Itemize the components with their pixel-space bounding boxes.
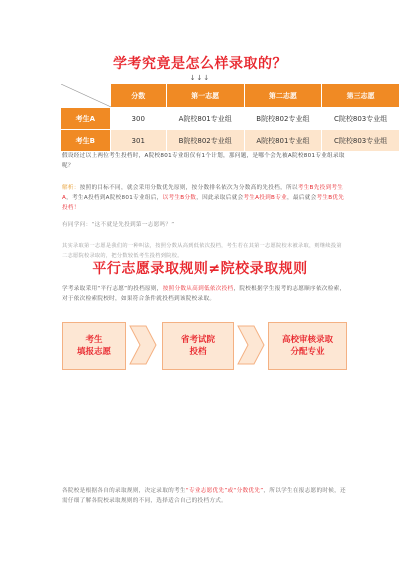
analysis-paragraph	[62, 183, 347, 213]
choice-cell: B院校802专业组	[244, 108, 322, 130]
choice-cell: A院校801专业组	[244, 130, 322, 152]
chevron-right-icon	[128, 322, 158, 368]
highlight-span: 考生B先投到考生A	[62, 185, 344, 201]
score-cell: 301	[110, 130, 166, 152]
score-cell: 300	[110, 108, 166, 130]
text-span: ，考生A投档到A院校801专业组后，	[66, 195, 163, 201]
header-choice-3: 第三志愿	[322, 84, 400, 108]
flow-step-apply: 考生 填报志愿	[62, 322, 126, 370]
closing-paragraph	[62, 486, 347, 506]
flow-step-admit: 高校审核录取 分配专业	[268, 322, 347, 370]
table-row	[61, 108, 400, 130]
flow-step-dispatch: 省考试院 投档	[162, 322, 234, 370]
analysis-lead: 解析：	[62, 185, 80, 191]
row-label: 考生A	[61, 108, 111, 130]
highlight-span: 考生A投到B专业	[243, 195, 287, 201]
rule-paragraph	[62, 284, 347, 304]
text-span: 各院校是根据各自的录取规则，决定录取的考生	[62, 488, 186, 494]
chevron-right-icon	[236, 322, 266, 368]
table-row	[61, 130, 400, 152]
admission-table	[60, 83, 400, 152]
choice-cell: B院校802专业组	[166, 130, 244, 152]
text-span: ，因此录取后就会	[196, 195, 244, 201]
text-span: 按照的目标不同，就会采用分数优先原则，按分数排名依次为分数高的先投档，所以	[79, 185, 298, 191]
section-title: 平行志愿录取规则≠院校录取规则	[92, 261, 308, 277]
corner-diagonal-icon	[61, 84, 111, 107]
row-label: 考生B	[61, 130, 111, 152]
text-span: ，院校根据学生报考的志愿顺序依次检索，对于依次检索院校时，如果符合条件就投档到该院校录取。	[62, 286, 346, 302]
page-title: 学考究竟是怎么样录取的？	[113, 56, 287, 72]
highlight-span: 考生B优先投档！	[62, 195, 345, 211]
choice-cell: C院校803专业组	[322, 130, 400, 152]
highlight-span: 按照分数从高到低依次投档	[162, 286, 234, 292]
explanation-paragraph: 其实录取第一志愿是我们的一种叫法，按照分数从高到低依次投档，考生若在其第一志愿院校未被录取，则继续投第二志愿院校录取的，把分数较低考生投档到院校。	[62, 243, 342, 259]
scenario-paragraph: 假设经过以上两位考生投档时，A院校801专业组仅有1个计划，那问题，是哪个会先被A院校801专业组录取呢？	[62, 153, 345, 169]
question-paragraph: 有同学问：“这不就是先投到第一志愿吗？”	[62, 222, 175, 228]
text-span: 学考录取采用“平行志愿”的投档原则，	[62, 286, 163, 292]
highlight-span: “专业志愿优先”或“分数优先”	[185, 488, 264, 494]
header-score: 分数	[110, 84, 166, 108]
table-corner-cell	[61, 84, 111, 108]
table-header-row	[61, 84, 400, 108]
header-choice-1: 第一志愿	[166, 84, 244, 108]
text-span: ，所以学生在报志愿的时候，还需仔细了解各院校录取规则的不同，选择适合自己的投档方式。	[62, 488, 346, 504]
down-arrows: ↓↓↓	[189, 74, 211, 82]
header-choice-2: 第二志愿	[244, 84, 322, 108]
choice-cell: A院校801专业组	[166, 108, 244, 130]
process-flow	[62, 322, 347, 368]
text-span: ，最后就会	[287, 195, 317, 201]
choice-cell: C院校803专业组	[322, 108, 400, 130]
highlight-span: 以考生B分数	[162, 195, 197, 201]
